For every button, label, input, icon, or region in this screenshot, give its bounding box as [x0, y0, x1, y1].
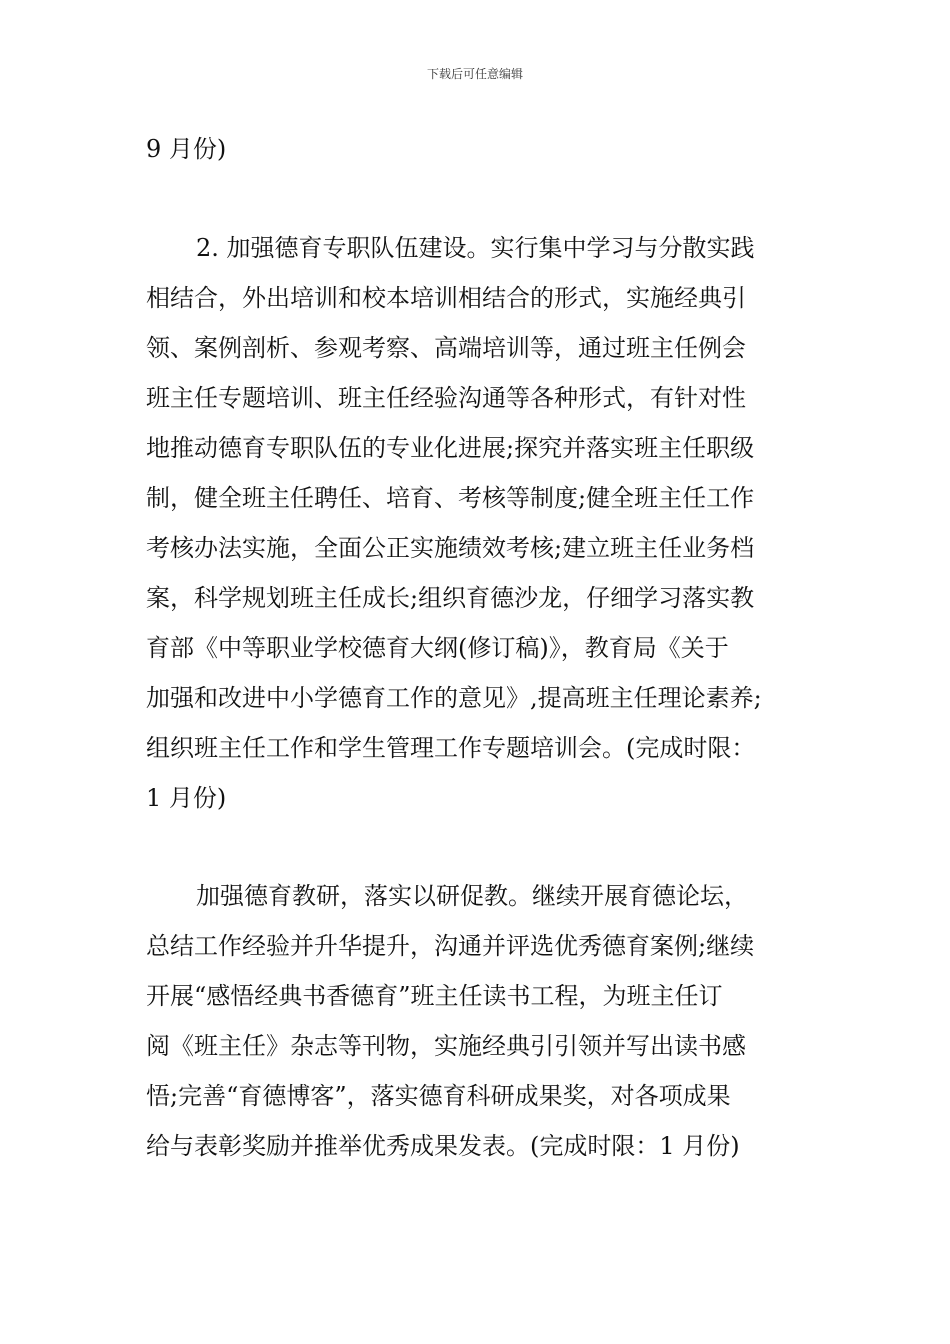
text-line: 2. 加强德育专职队伍建设。实行集中学习与分散实践: [196, 234, 755, 262]
text-line: 开展“感悟经典书香德育”班主任读书工程，为班主任订: [146, 982, 723, 1010]
page-header: 下载后可任意编辑: [426, 67, 523, 81]
text-line: 地推动德育专职队伍的专业化进展;探究并落实班主任职级: [146, 434, 755, 462]
text-line: 9 月份): [146, 135, 227, 163]
text-line: 案，科学规划班主任成长;组织育德沙龙，仔细学习落实教: [146, 584, 755, 612]
text-line: 悟;完善“育德博客”，落实德育科研成果奖，对各项成果: [146, 1082, 731, 1110]
text-line: 组织班主任工作和学生管理工作专题培训会。(完成时限：: [146, 734, 756, 762]
text-line: 领、案例剖析、参观考察、高端培训等，通过班主任例会: [146, 334, 746, 362]
text-line: 班主任专题培训、班主任经验沟通等各种形式，有针对性: [146, 384, 746, 412]
text-line: 育部《中等职业学校德育大纲(修订稿)》，教育局《关于: [146, 634, 729, 662]
text-line: 总结工作经验并升华提升，沟通并评选优秀德育案例;继续: [146, 932, 755, 960]
text-line: 相结合，外出培训和校本培训相结合的形式，实施经典引: [146, 284, 746, 312]
text-line: 给与表彰奖励并推举优秀成果发表。(完成时限：1 月份): [146, 1132, 740, 1160]
text-line: 加强德育教研，落实以研促教。继续开展育德论坛，: [196, 882, 748, 910]
text-line: 考核办法实施，全面公正实施绩效考核;建立班主任业务档: [146, 534, 755, 562]
text-line: 阅《班主任》杂志等刊物，实施经典引引领并写出读书感: [146, 1032, 746, 1060]
text-line: 1 月份): [146, 784, 227, 812]
text-line: 加强和改进中小学德育工作的意见》,提高班主任理论素养;: [146, 684, 762, 712]
text-line: 制，健全班主任聘任、培育、考核等制度;健全班主任工作: [146, 484, 755, 512]
